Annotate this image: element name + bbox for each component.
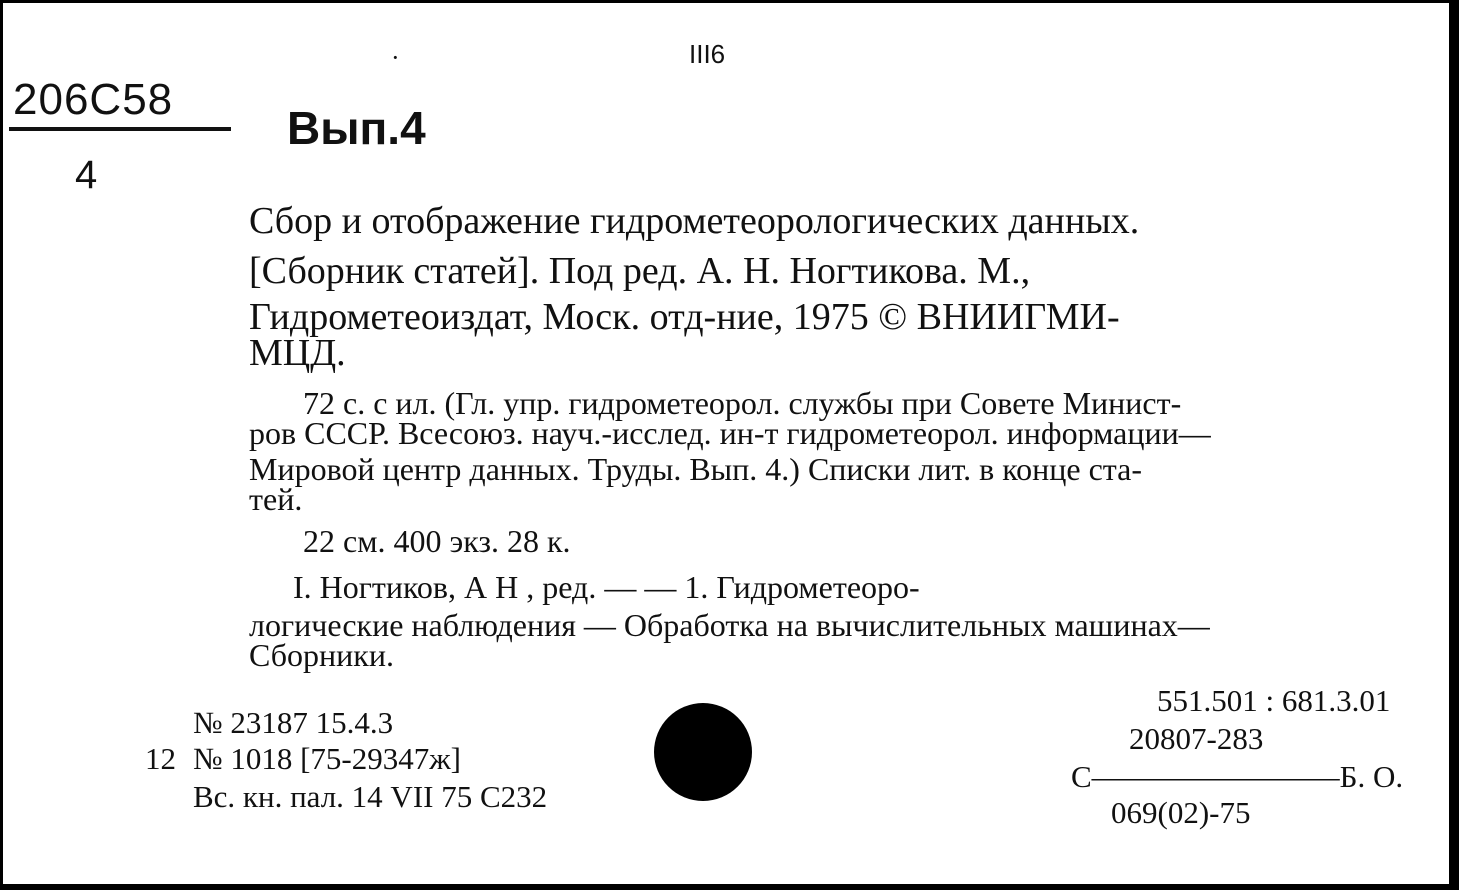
bbk-code-secondary: 069(02)-75: [1111, 795, 1251, 830]
bbk-formula: С————————Б. О.: [1071, 759, 1404, 794]
issue-label: Вып.4: [287, 102, 426, 154]
size-line: 22 см. 400 экз. 28 к.: [303, 523, 571, 559]
punch-hole: [654, 703, 752, 801]
chamber-imprint: Вс. кн. пал. 14 VII 75 С232: [193, 779, 548, 814]
title-line: Сбор и отображение гидрометеорологических данных.: [249, 200, 1140, 242]
handwritten-note: III6: [689, 39, 726, 69]
bbk-code: 20807-283: [1129, 721, 1264, 756]
title-line: [Сборник статей]. Под ред. А. Н. Ногтикова. М.,: [249, 250, 1031, 292]
footer-prefix: 12: [145, 741, 176, 776]
copy-number: 4: [75, 153, 98, 197]
call-number-underline: [9, 127, 231, 131]
description-line: Мировой центр данных. Труды. Вып. 4.) Списки лит. в конце ста-: [249, 451, 1143, 487]
description-line: тей.: [249, 481, 303, 517]
order-number: № 1018 [75-29347ж]: [193, 741, 461, 776]
tracing-line: I. Ногтиков, А Н , ред. — — 1. Гидрометеоро-: [293, 569, 920, 605]
udc-code: 551.501 : 681.3.01: [1157, 683, 1391, 718]
tracing-line: логические наблюдения — Обработка на вычислительных машинах—: [249, 607, 1210, 643]
accession-number: № 23187 15.4.3: [193, 705, 394, 740]
description-line: ров СССР. Всесоюз. науч.-исслед. ин-т гидрометеорол. информации—: [249, 415, 1211, 451]
stray-mark: ·: [391, 43, 400, 72]
call-number: 206C58: [13, 75, 174, 124]
description-line: 72 с. с ил. (Гл. упр. гидрометеорол. службы при Совете Минист-: [303, 385, 1182, 421]
title-line: Гидрометеоиздат, Моск. отд-ние, 1975 © ВНИИГМИ-: [249, 296, 1120, 338]
tracing-line: Сборники.: [249, 637, 394, 673]
title-line: МЦД.: [249, 332, 346, 374]
